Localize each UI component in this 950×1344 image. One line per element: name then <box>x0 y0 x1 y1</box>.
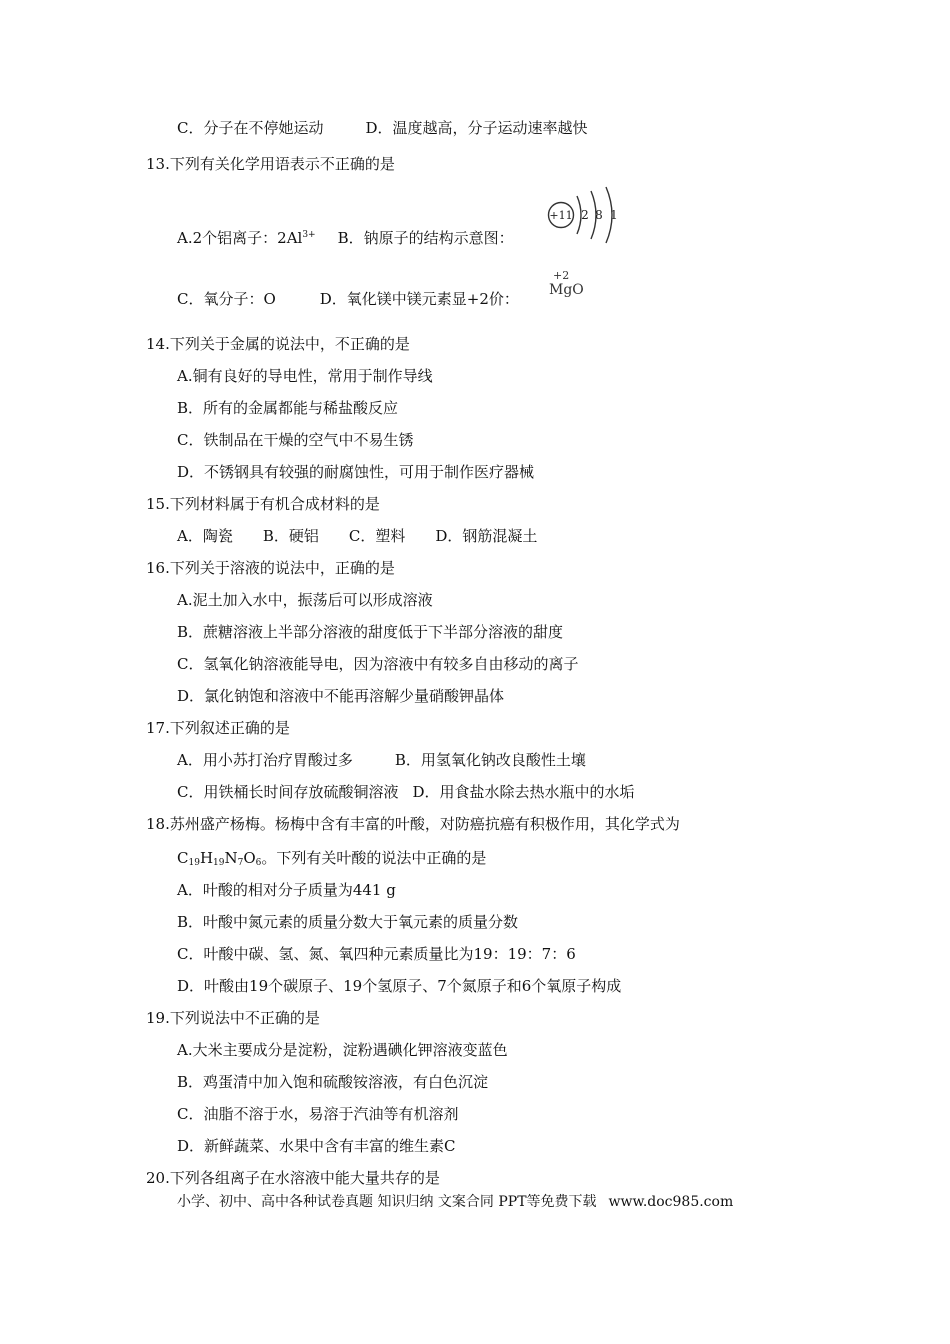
q13-options-ab <box>177 228 514 248</box>
q12-options-cd <box>177 118 588 138</box>
q15-option-d: D．钢筋混凝土 <box>435 527 538 545</box>
q13-option-b: B．钠原子的结构示意图： <box>337 229 514 247</box>
q16-option-b: B．蔗糖溶液上半部分溶液的甜度低于下半部分溶液的甜度 <box>177 623 564 641</box>
q16-option-a: A.泥土加入水中，振荡后可以形成溶液 <box>177 591 433 609</box>
q17-option-b: B．用氢氧化钠改良酸性土壤 <box>394 751 586 769</box>
q19-option-a: A.大米主要成分是淀粉，淀粉遇碘化钾溶液变蓝色 <box>177 1041 508 1059</box>
q15-option-a: A．陶瓷 <box>177 527 233 545</box>
q16-option-d: D．氯化钠饱和溶液中不能再溶解少量硝酸钾晶体 <box>177 687 505 705</box>
q15-stem: 15.下列材料属于有机合成材料的是 <box>146 495 380 513</box>
q14-option-c: C．铁制品在干燥的空气中不易生锈 <box>177 431 414 449</box>
q12-option-d: D．温度越高，分子运动速率越快 <box>365 119 588 137</box>
q17-option-c: C．用铁桶长时间存放硫酸铜溶液 <box>177 783 399 801</box>
q13-option-c: C．氧分子：O <box>177 290 276 308</box>
q15-option-b: B．硬铝 <box>262 527 319 545</box>
q15-option-c: C．塑料 <box>348 527 406 545</box>
q13-stem: 13.下列有关化学用语表示不正确的是 <box>146 155 395 173</box>
q18-stem: 18.苏州盛产杨梅。杨梅中含有丰富的叶酸，对防癌抗癌有积极作用，其化学式为 <box>146 815 680 833</box>
q18-option-c: C．叶酸中碳、氢、氮、氧四种元素质量比为19：19：7：6 <box>177 945 576 963</box>
q17-options-ab <box>177 750 586 770</box>
q16-stem: 16.下列关于溶液的说法中，正确的是 <box>146 559 395 577</box>
q15-options <box>177 526 537 546</box>
q14-option-b: B．所有的金属都能与稀盐酸反应 <box>177 399 399 417</box>
q14-option-a: A.铜有良好的导电性，常用于制作导线 <box>177 367 433 385</box>
q13-option-d: D．氧化镁中镁元素显+2价： <box>319 290 519 308</box>
shell-2-electrons: 8 <box>595 208 603 222</box>
footer-url[interactable]: www.doc985.com <box>608 1194 734 1210</box>
q17-option-a: A．用小苏打治疗胃酸过多 <box>177 751 353 769</box>
q18-formula-line <box>177 848 486 868</box>
q18-option-a: A．叶酸的相对分子质量为441 g <box>177 881 396 899</box>
q12-option-c: C．分子在不停她运动 <box>177 119 324 137</box>
shell-1-electrons: 2 <box>581 208 589 222</box>
q16-option-c: C．氢氧化钠溶液能导电，因为溶液中有较多自由移动的离子 <box>177 655 579 673</box>
q14-stem: 14.下列关于金属的说法中，不正确的是 <box>146 335 410 353</box>
q18-option-b: B．叶酸中氮元素的质量分数大于氧元素的质量分数 <box>177 913 519 931</box>
q13-option-a: A.2个铝离子：$2Al^{3+}$ <box>177 229 316 247</box>
nucleus-charge: +11 <box>549 209 573 222</box>
q18-stem-continuation: 。下列有关叶酸的说法中正确的是 <box>261 849 487 867</box>
q19-stem: 19.下列说法中不正确的是 <box>146 1009 320 1027</box>
q17-options-cd <box>177 782 635 802</box>
mgo-valence-notation <box>549 270 589 298</box>
q18-option-d: D．叶酸由19个碳原子、19个氢原子、7个氮原子和6个氧原子构成 <box>177 977 622 995</box>
q19-option-b: B．鸡蛋清中加入饱和硫酸铵溶液，有白色沉淀 <box>177 1073 489 1091</box>
q13-options-cd <box>177 289 519 309</box>
q17-option-d: D．用食盐水除去热水瓶中的水垢 <box>412 783 635 801</box>
mgo-valence: +2 <box>553 269 570 282</box>
shell-3-electrons: 1 <box>610 208 618 222</box>
q20-stem: 20.下列各组离子在水溶液中能大量共存的是 <box>146 1169 440 1187</box>
mgo-formula: MgO <box>549 282 584 298</box>
footer-text: 小学、初中、高中各种试卷真题 知识归纳 文案合同 PPT等免费下载 <box>177 1194 597 1210</box>
q14-option-d: D．不锈钢具有较强的耐腐蚀性，可用于制作医疗器械 <box>177 463 535 481</box>
q17-stem: 17.下列叙述正确的是 <box>146 719 290 737</box>
folic-acid-formula: $C_{19}H_{19}N_7O_6$ <box>177 849 262 868</box>
sodium-atom-structure-diagram <box>541 184 625 246</box>
q19-option-d: D．新鲜蔬菜、水果中含有丰富的维生素C <box>177 1137 456 1155</box>
page-footer <box>177 1192 733 1212</box>
q19-option-c: C．油脂不溶于水，易溶于汽油等有机溶剂 <box>177 1105 459 1123</box>
